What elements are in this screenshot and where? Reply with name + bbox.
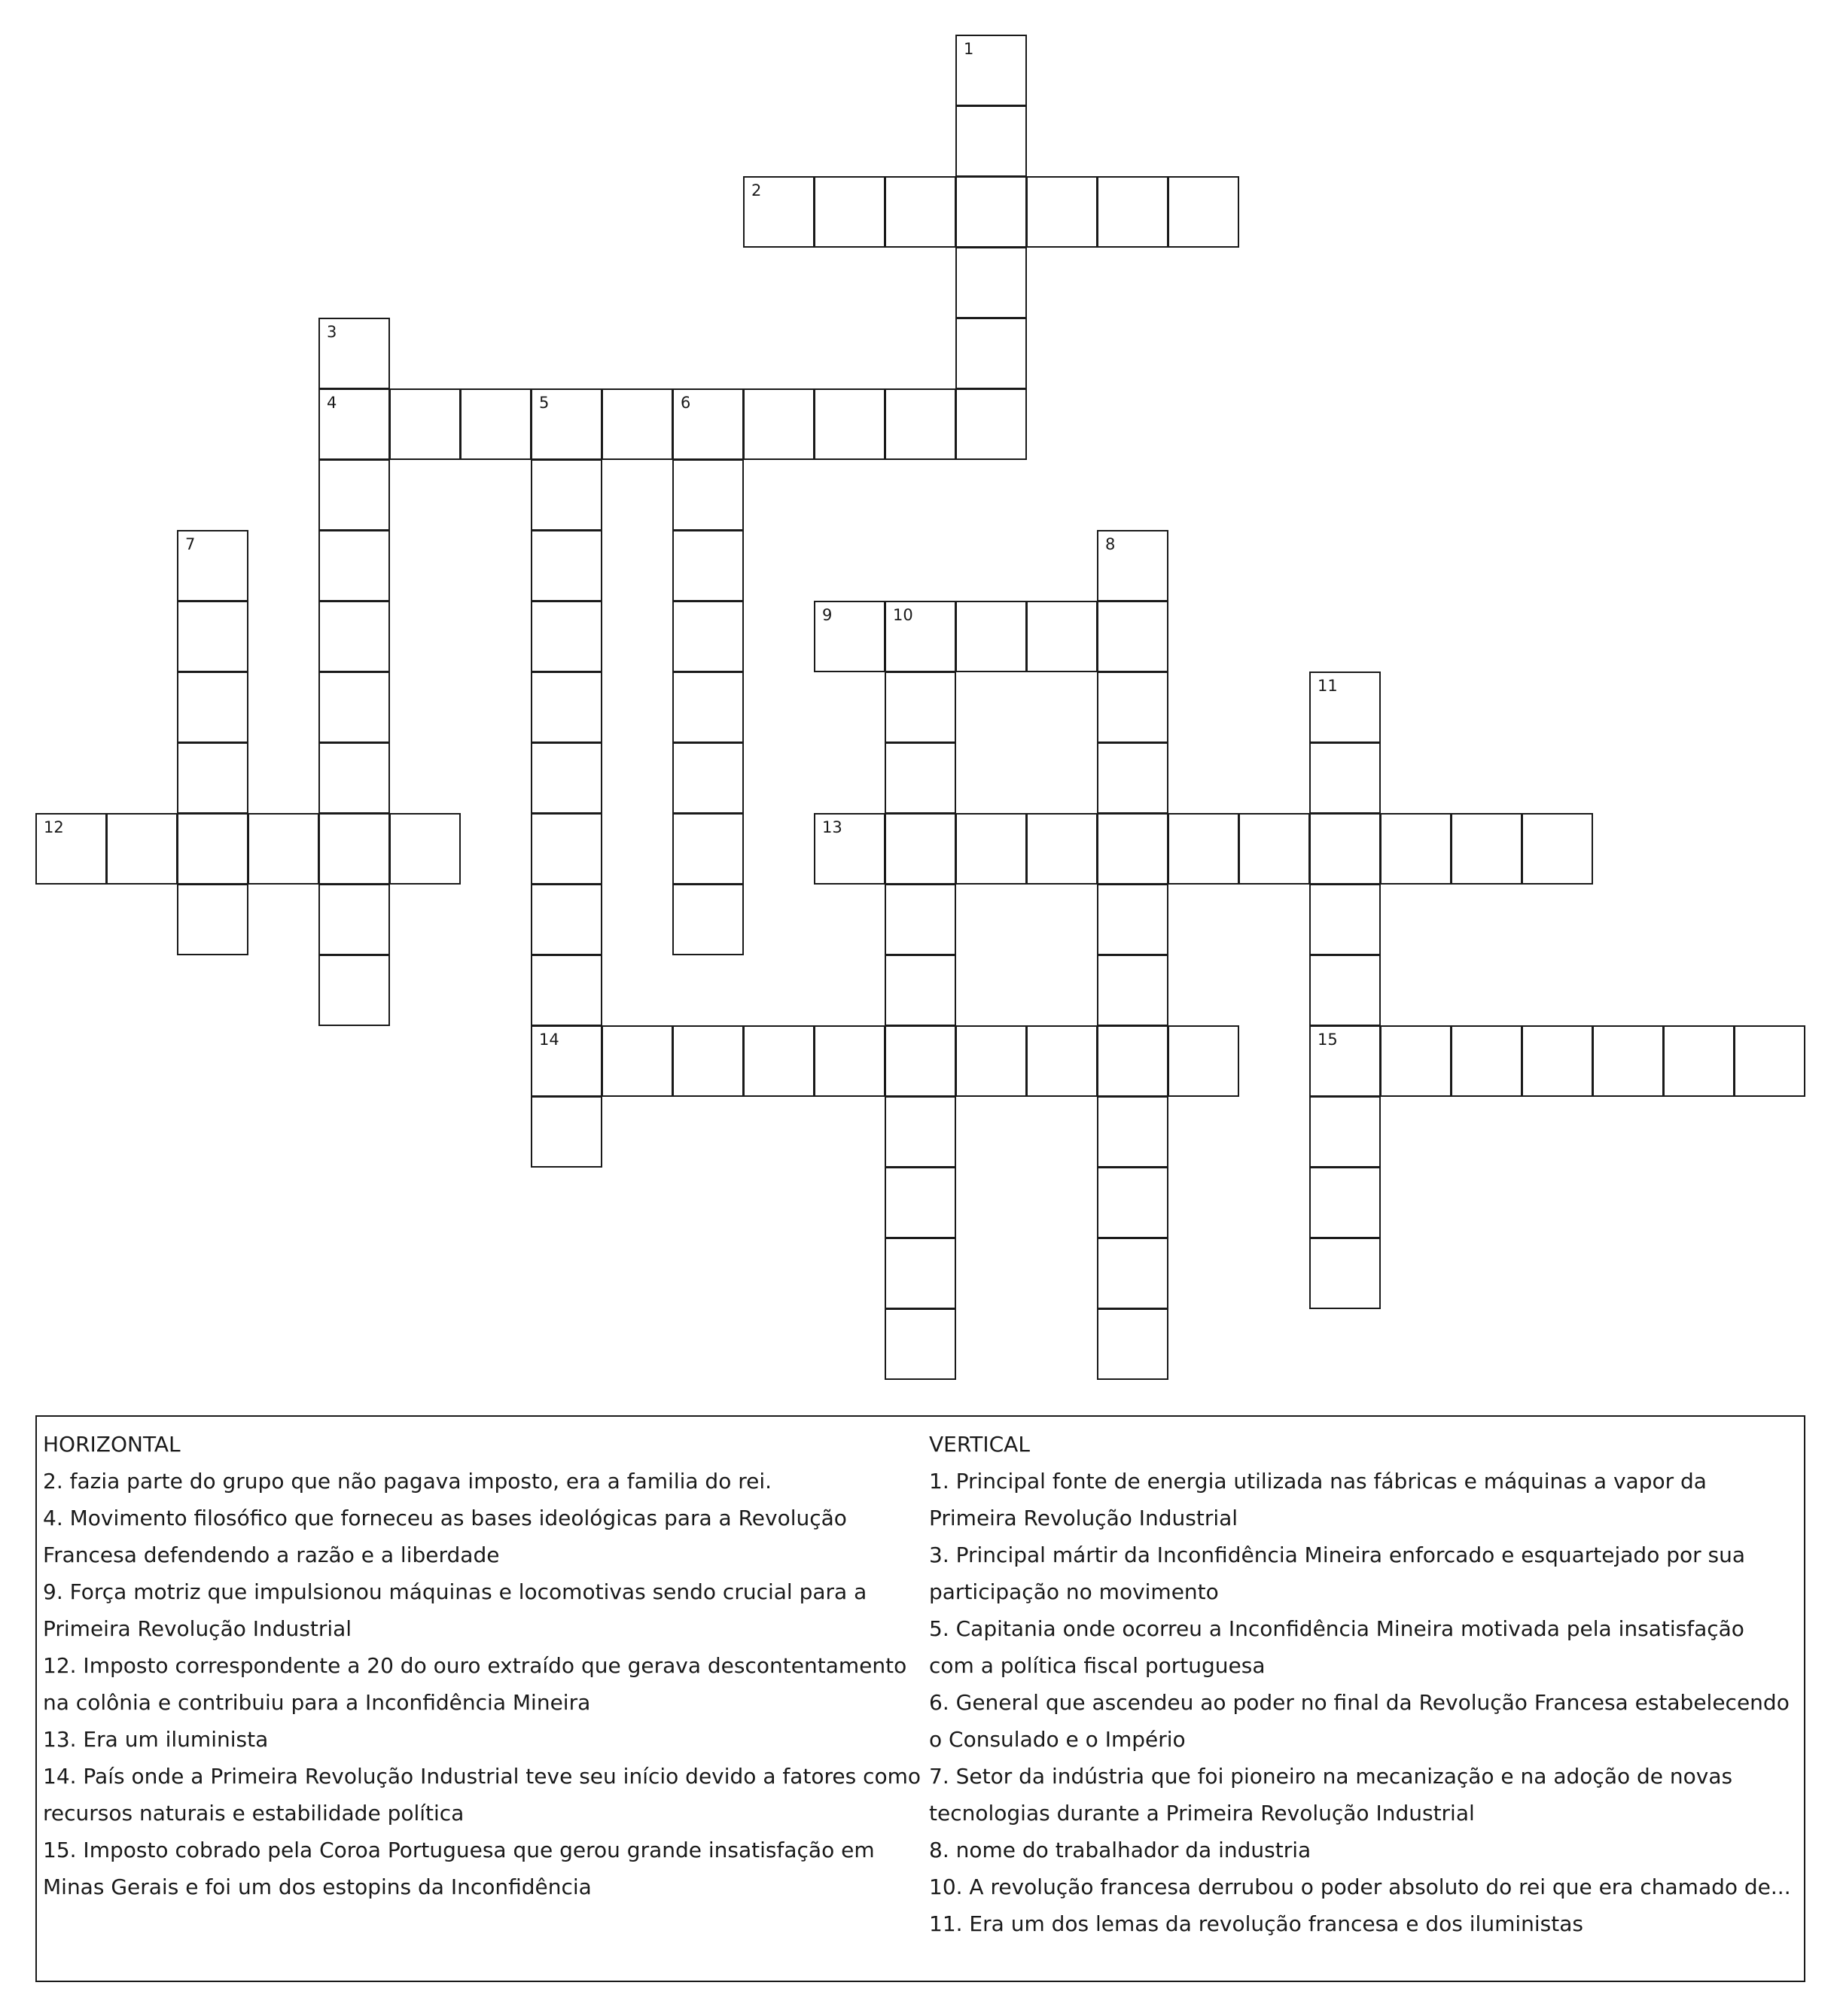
crossword-cell[interactable] xyxy=(955,105,1027,177)
crossword-cell[interactable] xyxy=(885,884,956,955)
crossword-cell[interactable] xyxy=(1026,601,1098,672)
crossword-cell[interactable] xyxy=(672,884,744,955)
crossword-cell[interactable] xyxy=(602,388,673,460)
crossword-cell[interactable] xyxy=(1026,176,1098,248)
crossword-cell[interactable] xyxy=(318,813,390,885)
crossword-cell[interactable] xyxy=(1097,671,1168,743)
clue-down-11: 11. Era um dos lemas da revolução francesa e dos iluministas xyxy=(929,1911,1583,1936)
crossword-cell[interactable] xyxy=(1026,813,1098,885)
crossword-cell[interactable] xyxy=(177,671,248,743)
crossword-cell[interactable] xyxy=(1097,530,1168,601)
clue-number: 14 xyxy=(539,1031,559,1049)
crossword-cell[interactable] xyxy=(1522,1025,1593,1097)
crossword-cell[interactable] xyxy=(318,459,390,531)
clue-number: 2 xyxy=(751,181,762,199)
crossword-cell[interactable] xyxy=(1380,1025,1452,1097)
clue-across-13: 13. Era um iluminista xyxy=(43,1727,269,1752)
crossword-cell[interactable] xyxy=(1309,742,1381,814)
crossword-cell[interactable] xyxy=(1734,1025,1805,1097)
clue-down-6: 6. General que ascendeu ao poder no final da Revolução Francesa estabelecendo o Consulado e o Império xyxy=(929,1690,1790,1752)
crossword-cell[interactable] xyxy=(955,176,1027,248)
crossword-cell[interactable] xyxy=(177,813,248,885)
crossword-cell[interactable] xyxy=(1451,813,1522,885)
crossword-cell[interactable] xyxy=(672,742,744,814)
crossword-cell[interactable] xyxy=(672,601,744,672)
crossword-cell[interactable] xyxy=(531,601,602,672)
crossword-cell[interactable] xyxy=(955,35,1027,106)
clue-across-2: 2. fazia parte do grupo que não pagava imposto, era a familia do rei. xyxy=(43,1469,772,1494)
crossword-cell[interactable] xyxy=(885,388,956,460)
crossword-cell[interactable] xyxy=(1097,955,1168,1026)
crossword-cell[interactable] xyxy=(177,530,248,601)
crossword-cell[interactable] xyxy=(1097,1167,1168,1238)
clue-down-5: 5. Capitania onde ocorreu a Inconfidência Mineira motivada pela insatisfação com a política fiscal portuguesa xyxy=(929,1616,1744,1678)
crossword-cell[interactable] xyxy=(318,388,390,460)
crossword-cell[interactable] xyxy=(885,176,956,248)
clue-number: 7 xyxy=(185,535,196,553)
crossword-cell[interactable] xyxy=(672,388,744,460)
crossword-cell[interactable] xyxy=(1663,1025,1735,1097)
crossword-cell[interactable] xyxy=(955,601,1027,672)
crossword-cell[interactable] xyxy=(1097,1238,1168,1309)
clue-number: 9 xyxy=(822,606,833,624)
crossword-cell[interactable] xyxy=(1097,1025,1168,1097)
crossword-cell[interactable] xyxy=(814,1025,885,1097)
clue-number: 8 xyxy=(1105,535,1116,553)
crossword-cell[interactable] xyxy=(318,601,390,672)
crossword-cell[interactable] xyxy=(672,671,744,743)
crossword-cell[interactable] xyxy=(672,530,744,601)
crossword-cell[interactable] xyxy=(885,601,956,672)
crossword-cell[interactable] xyxy=(318,318,390,389)
crossword-cell[interactable] xyxy=(1097,1096,1168,1168)
clue-number: 4 xyxy=(327,394,337,412)
clue-down-8: 8. nome do trabalhador da industria xyxy=(929,1838,1311,1862)
crossword-cell[interactable] xyxy=(814,813,885,885)
crossword-cell[interactable] xyxy=(1380,813,1452,885)
crossword-cell[interactable] xyxy=(885,671,956,743)
crossword-cell[interactable] xyxy=(955,388,1027,460)
crossword-cell[interactable] xyxy=(531,530,602,601)
crossword-cell[interactable] xyxy=(885,955,956,1026)
crossword-cell[interactable] xyxy=(1168,1025,1239,1097)
crossword-cell[interactable] xyxy=(955,813,1027,885)
crossword-cell[interactable] xyxy=(318,742,390,814)
clue-number: 3 xyxy=(327,323,337,341)
crossword-cell[interactable] xyxy=(672,459,744,531)
crossword-cell[interactable] xyxy=(389,388,461,460)
crossword-cell[interactable] xyxy=(1309,671,1381,743)
crossword-cell[interactable] xyxy=(1097,884,1168,955)
crossword-cell[interactable] xyxy=(318,530,390,601)
crossword-cell[interactable] xyxy=(885,1308,956,1380)
crossword-cell[interactable] xyxy=(248,813,319,885)
clue-number: 12 xyxy=(44,818,64,836)
clue-across-4: 4. Movimento filosófico que forneceu as bases ideológicas para a Revolução Francesa defendendo a razão e a liberdade xyxy=(43,1506,847,1567)
crossword-cell[interactable] xyxy=(1309,884,1381,955)
crossword-cell[interactable] xyxy=(1026,1025,1098,1097)
crossword-cell[interactable] xyxy=(531,742,602,814)
clue-across-9: 9. Força motriz que impulsionou máquinas e locomotivas sendo crucial para a Primeira Revolução Industrial xyxy=(43,1579,867,1641)
crossword-cell[interactable] xyxy=(35,813,107,885)
clues-down-heading: VERTICAL xyxy=(929,1432,1030,1457)
clue-number: 10 xyxy=(893,606,913,624)
crossword-cell[interactable] xyxy=(885,1167,956,1238)
crossword-cell[interactable] xyxy=(1097,601,1168,672)
crossword-cell[interactable] xyxy=(814,388,885,460)
clue-number: 13 xyxy=(822,818,842,836)
clue-number: 6 xyxy=(681,394,691,412)
crossword-cell[interactable] xyxy=(1592,1025,1664,1097)
crossword-cell[interactable] xyxy=(1451,1025,1522,1097)
crossword-cell[interactable] xyxy=(531,1096,602,1168)
crossword-cell[interactable] xyxy=(1097,1308,1168,1380)
crossword-cell[interactable] xyxy=(672,813,744,885)
clue-number: 5 xyxy=(539,394,550,412)
clue-across-15: 15. Imposto cobrado pela Coroa Portuguesa que gerou grande insatisfação em Minas Gerais e foi um dos estopins da Inconfidência xyxy=(43,1838,875,1899)
clues-across-heading: HORIZONTAL xyxy=(43,1432,181,1457)
crossword-cell[interactable] xyxy=(531,388,602,460)
clue-number: 11 xyxy=(1318,677,1338,695)
crossword-cell[interactable] xyxy=(743,388,815,460)
crossword-cell[interactable] xyxy=(743,176,815,248)
crossword-cell[interactable] xyxy=(672,1025,744,1097)
crossword-cell[interactable] xyxy=(531,884,602,955)
crossword-cell[interactable] xyxy=(743,1025,815,1097)
clue-down-3: 3. Principal mártir da Inconfidência Mineira enforcado e esquartejado por sua participação no movimento xyxy=(929,1542,1746,1604)
crossword-cell[interactable] xyxy=(955,1025,1027,1097)
clues-across xyxy=(43,1426,924,1905)
crossword-cell[interactable] xyxy=(1097,813,1168,885)
clue-down-1: 1. Principal fonte de energia utilizada nas fábricas e máquinas a vapor da Primeira Revolução Industrial xyxy=(929,1469,1707,1530)
clue-down-10: 10. A revolução francesa derrubou o poder absoluto do rei que era chamado de... xyxy=(929,1874,1791,1899)
crossword-cell[interactable] xyxy=(1097,742,1168,814)
crossword-cell[interactable] xyxy=(318,955,390,1026)
crossword-cell[interactable] xyxy=(1522,813,1593,885)
crossword-cell[interactable] xyxy=(531,671,602,743)
crossword-cell[interactable] xyxy=(885,742,956,814)
clues-down xyxy=(929,1426,1795,1942)
crossword-cell[interactable] xyxy=(177,742,248,814)
crossword-cell[interactable] xyxy=(885,1025,956,1097)
crossword-cell[interactable] xyxy=(531,1025,602,1097)
crossword-cell[interactable] xyxy=(106,813,178,885)
crossword-cell[interactable] xyxy=(1168,176,1239,248)
crossword-cell[interactable] xyxy=(531,459,602,531)
clue-across-14: 14. País onde a Primeira Revolução Industrial teve seu início devido a fatores como recursos naturais e estabilidade política xyxy=(43,1764,922,1826)
crossword-cell[interactable] xyxy=(531,955,602,1026)
crossword-cell[interactable] xyxy=(955,247,1027,318)
crossword-cell[interactable] xyxy=(955,318,1027,389)
crossword-cell[interactable] xyxy=(460,388,532,460)
crossword-cell[interactable] xyxy=(1168,813,1239,885)
crossword-cell[interactable] xyxy=(318,884,390,955)
crossword-cell[interactable] xyxy=(318,671,390,743)
clue-number: 1 xyxy=(964,40,974,58)
crossword-cell[interactable] xyxy=(177,601,248,672)
crossword-cell[interactable] xyxy=(1309,813,1381,885)
clue-across-12: 12. Imposto correspondente a 20 do ouro extraído que gerava descontentamento na colônia e contribuiu para a Inconfidência Mineira xyxy=(43,1653,907,1715)
crossword-cell[interactable] xyxy=(814,176,885,248)
clue-number: 15 xyxy=(1318,1031,1338,1049)
crossword-cell[interactable] xyxy=(1309,955,1381,1026)
crossword-cell[interactable] xyxy=(1309,1025,1381,1097)
crossword-cell[interactable] xyxy=(885,1238,956,1309)
clue-down-7: 7. Setor da indústria que foi pioneiro na mecanização e na adoção de novas tecnologias durante a Primeira Revolução Industrial xyxy=(929,1764,1733,1826)
crossword-cell[interactable] xyxy=(602,1025,673,1097)
crossword-cell[interactable] xyxy=(885,1096,956,1168)
clues-box xyxy=(35,1415,1805,1982)
crossword-cell[interactable] xyxy=(885,813,956,885)
crossword-cell[interactable] xyxy=(814,601,885,672)
crossword-cell[interactable] xyxy=(1309,1167,1381,1238)
crossword-cell[interactable] xyxy=(531,813,602,885)
crossword-cell[interactable] xyxy=(389,813,461,885)
crossword-cell[interactable] xyxy=(1309,1238,1381,1309)
crossword-cell[interactable] xyxy=(1097,176,1168,248)
crossword-cell[interactable] xyxy=(1238,813,1310,885)
crossword-cell[interactable] xyxy=(177,884,248,955)
crossword-cell[interactable] xyxy=(1309,1096,1381,1168)
